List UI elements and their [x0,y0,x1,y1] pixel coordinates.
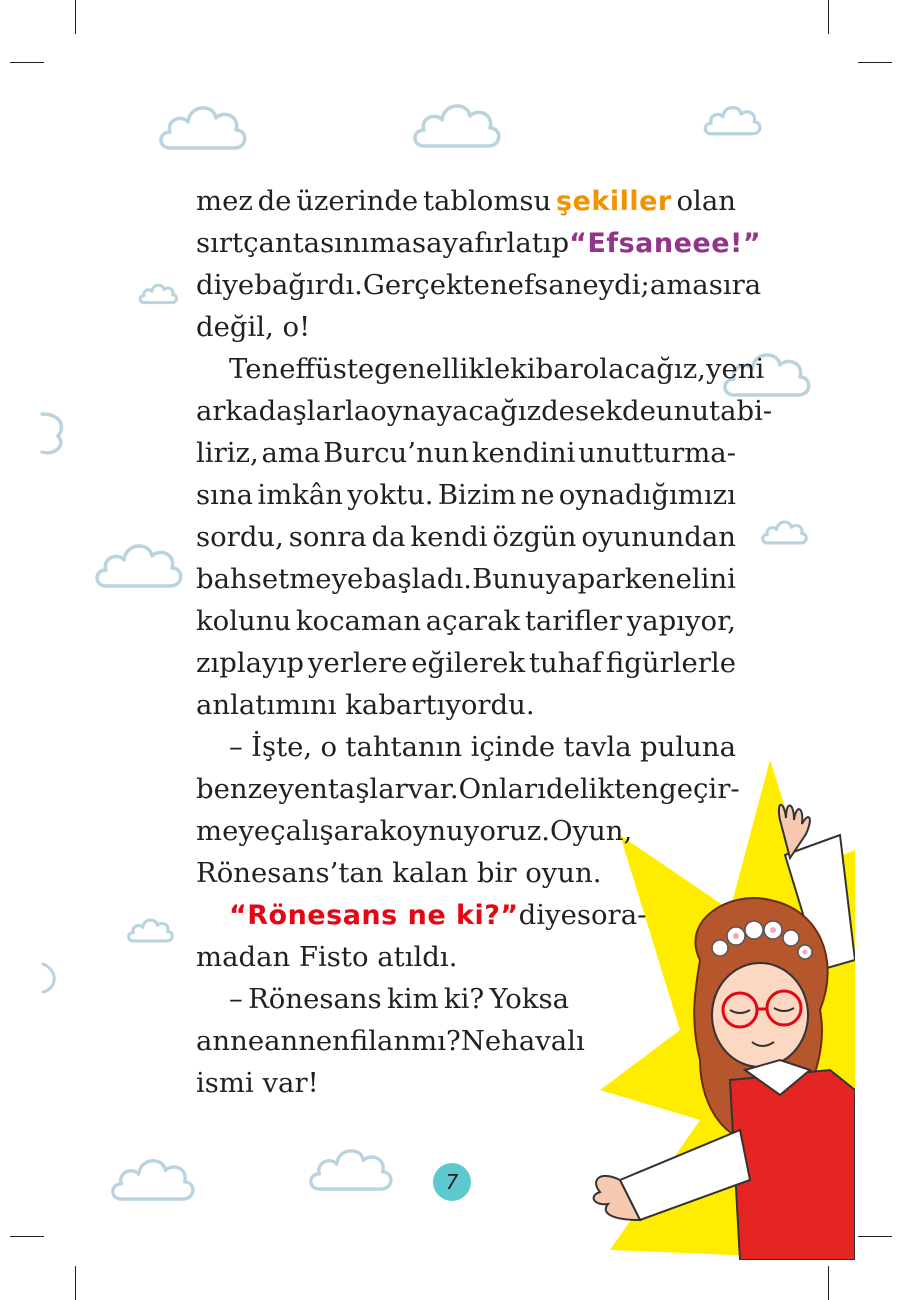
cloud-icon [702,100,762,140]
text-line [196,348,765,390]
word: de [622,395,656,427]
text-line [196,978,569,1020]
word: de [257,185,292,217]
word: da [371,521,406,553]
text-line [196,726,736,768]
word: kim [387,983,439,1015]
word: başladı. [363,563,472,595]
word: çalışarak [270,815,397,847]
cloud-icon [92,534,184,596]
word: elini [675,563,736,595]
word: anneannen [196,1025,350,1057]
word: puluna [640,731,736,763]
word: kocaman [295,605,422,637]
word: tavla [563,731,632,763]
highlight-word: şekiller [556,186,672,217]
word: kendi [410,521,488,553]
word: benzeyen [196,773,328,805]
word: ama [649,269,709,301]
text-line [196,222,762,264]
text-line [196,600,736,642]
text-line [196,180,736,222]
word: kibar [510,353,583,385]
cloud-icon [38,408,68,458]
word: madan Fisto atıldı. [196,941,458,973]
word: yapıyor, [626,605,736,637]
word: anlatımını kabartıyordu. [196,689,535,721]
crop-mark-top-left [75,0,76,34]
word: diye [518,899,577,931]
text-line [196,390,773,432]
word: sırt [196,227,244,259]
word: mı? [411,1025,461,1057]
word: zıplayıp [196,647,305,679]
word: ismi var! [196,1067,319,1099]
cloud-icon [126,914,174,946]
word: sonra [288,521,367,553]
crop-mark-top-right [828,0,829,34]
text-line [196,1062,736,1104]
word: mez [196,185,253,217]
word: tablomsu [422,185,552,217]
word: oynuyoruz. [396,815,550,847]
word: açarak [425,605,521,637]
word: İşte, [251,731,313,763]
text-line [196,894,647,936]
word: taşlar [327,773,408,805]
word: kolunu [196,605,292,637]
highlight-word: “Efsaneee!” [569,228,762,259]
word: yoktu. [347,479,434,511]
word: unutturma- [578,437,736,469]
word: içinde [470,731,556,763]
word: havalı [501,1025,585,1057]
crop-mark-right-top [858,62,892,63]
word: imkân [257,479,343,511]
word: desek [541,395,623,427]
word: figürlerle [605,647,736,679]
word: Rönesans [248,983,382,1015]
highlight-word: “Rönesans ne ki?” [229,900,519,931]
text-line [196,306,736,348]
word: yerlere [307,647,408,679]
word: tuhaf [528,647,603,679]
word: çantasını [243,227,370,259]
word: filan [349,1025,412,1057]
word: üzerinde [296,185,419,217]
word: var. [407,773,459,805]
text-line [196,516,736,558]
word: fırlatıp [474,227,570,259]
word: oynayacağız [370,395,542,427]
text-line [196,264,762,306]
word: sordu, [196,521,284,553]
body-text [196,180,773,1104]
word: Rönesans’tan kalan bir oyun. [196,857,602,889]
cloud-icon [40,960,60,996]
word: genellikle [374,353,511,385]
word: bahsetmeye [196,563,364,595]
cloud-icon [156,98,248,156]
text-line [196,432,736,474]
crop-mark-bottom-right [828,1266,829,1300]
word: Burcu’nun [323,437,470,469]
text-line [196,474,736,516]
crop-mark-right-bottom [858,1236,892,1237]
cloud-icon [410,96,502,154]
text-line [196,768,740,810]
word: olan [676,185,736,217]
text-line [196,558,736,600]
word: tahtanın [345,731,463,763]
text-line [196,684,736,726]
word: diye [196,269,255,301]
word: Bizim [437,479,517,511]
word: değil, o! [196,311,311,343]
word: ama [261,437,321,469]
crop-mark-bottom-left [75,1266,76,1300]
crop-mark-left-top [10,62,44,63]
word: delikten [545,773,660,805]
word: sına [196,479,254,511]
word: – [229,983,243,1015]
word: sora- [576,899,647,931]
text-line [196,936,736,978]
word: özgün [492,521,577,553]
word: Bunu [472,563,546,595]
word: Teneffüste [229,353,375,385]
cloud-icon [108,1150,196,1208]
text-line [196,810,633,852]
word: masaya [369,227,475,259]
word: liriz, [196,437,259,469]
crop-mark-left-bottom [10,1236,44,1237]
word: ne [520,479,555,511]
text-line [196,852,736,894]
word: kendini [471,437,576,469]
text-line [196,642,736,684]
word: Gerçekten [362,269,508,301]
word: unutabi- [655,395,773,427]
cloud-icon [760,516,808,548]
cloud-icon [306,1140,394,1198]
page-number: 7 [433,1163,471,1201]
word: eğilerek [411,647,526,679]
text-line [196,1020,585,1062]
word: efsaneydi; [507,269,650,301]
word: Ne [460,1025,502,1057]
word: Onları [458,773,546,805]
cloud-icon [138,280,178,307]
word: oyunundan [581,521,736,553]
word: ki? [443,983,485,1015]
word: o [320,731,338,763]
word: arkadaşlarla [196,395,371,427]
word: – [229,731,243,763]
word: bağırdı. [254,269,363,301]
word: yeni [705,353,765,385]
word: yaparken [545,563,676,595]
word: olacağız, [582,353,706,385]
word: oynadığımızı [558,479,736,511]
word: sıra [708,269,762,301]
word: meye [196,815,271,847]
word: geçir- [659,773,740,805]
word: Oyun, [549,815,633,847]
word: tarifler [524,605,622,637]
word: Yoksa [489,983,569,1015]
